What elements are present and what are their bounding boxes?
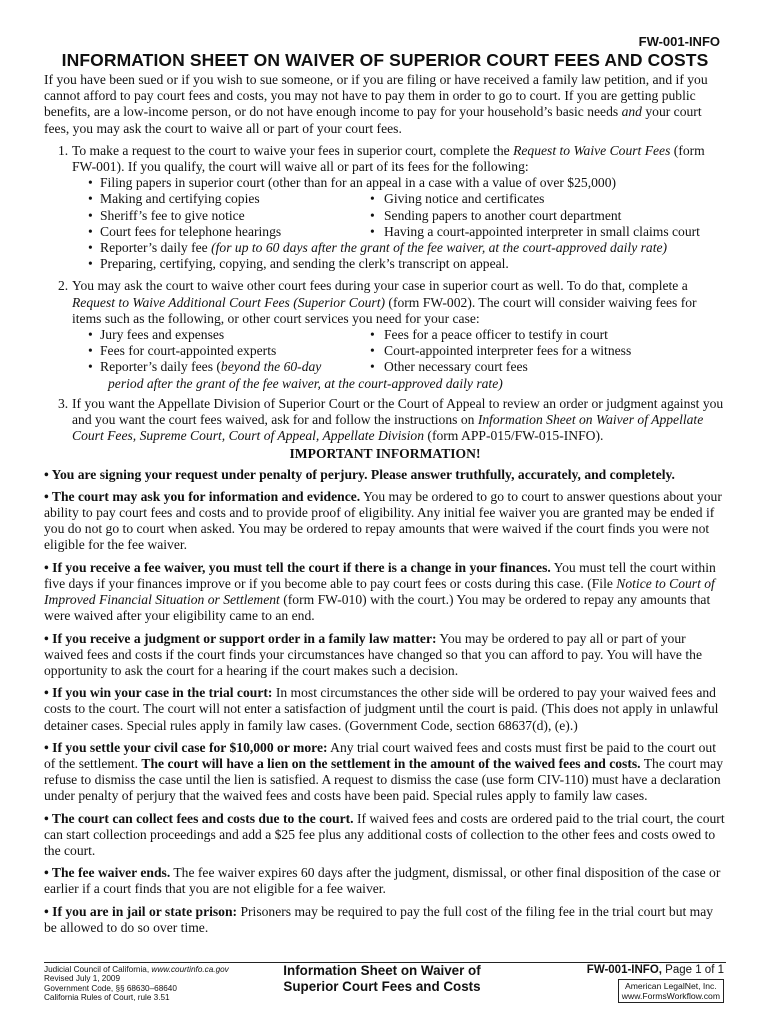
important-paragraph: • If you win your case in the trial court: In most circumstances the other side will be ordered to pay your waived fees and costs to the court. The court will not enter a satisfaction of judgment until the court is paid. (This does not apply in unlawful detainer cases. Special rules apply in family law cases. (Government Code, section 68637(d), (e).) bbox=[44, 685, 719, 733]
list-row bbox=[44, 224, 726, 240]
list-row bbox=[44, 359, 726, 375]
list-item: • Making and certifying copies bbox=[44, 191, 370, 207]
important-paragraph: • If you receive a judgment or support order in a family law matter: You may be ordered to pay all or part of your waived fees and costs if the court finds your circumstances have changed so that you can afford to pay. You will have the opportunity to ask the court for a hearing if the court makes such a decision. bbox=[44, 630, 702, 678]
list-item: • Court-appointed interpreter fees for a witness bbox=[370, 343, 631, 359]
list-item: • Court fees for telephone hearings bbox=[44, 224, 370, 240]
important-paragraph: • You are signing your request under penalty of perjury. Please answer truthfully, accurately, and completely. bbox=[44, 466, 675, 482]
item-1: 1. To make a request to the court to waive your fees in superior court, complete the Request to Waive Court Fees (form FW-001). If you qualify, the court will waive all or part of its fees for the following: bbox=[58, 142, 705, 175]
document-body bbox=[44, 72, 726, 936]
form-number: FW-001-INFO bbox=[638, 34, 720, 49]
list-item-continuation: period after the grant of the fee waiver, at the court-approved daily rate) bbox=[108, 375, 503, 391]
item-3: 3. If you want the Appellate Division of Superior Court or the Court of Appeal to review an order or judgment against you and you want the court fees waived, ask for and follow the instructions on Information Sheet on Waiver of Appellate Court Fees, Supreme Court, Court of Appeal, Appellate Division (form APP-015/FW-015-INFO). bbox=[58, 395, 724, 444]
list-row bbox=[44, 208, 726, 224]
item-number: 1. bbox=[58, 142, 69, 158]
page-title: INFORMATION SHEET ON WAIVER OF SUPERIOR COURT FEES AND COSTS bbox=[61, 50, 709, 70]
list-item: • Sheriff’s fee to give notice bbox=[44, 208, 370, 224]
important-paragraph: • The fee waiver ends. The fee waiver expires 60 days after the judgment, dismissal, or other final disposition of the case or earlier if a court finds that you are not eligible for a fee waiver. bbox=[44, 865, 721, 897]
list-item: • Jury fees and expenses bbox=[44, 327, 370, 343]
list-item: • Reporter’s daily fees (beyond the 60-day bbox=[44, 359, 370, 375]
list-item: • Fees for court-appointed experts bbox=[44, 343, 370, 359]
publisher-badge: American LegalNet, Inc. www.FormsWorkflow.com bbox=[618, 979, 724, 1003]
item-2: 2. You may ask the court to waive other court fees during your case in superior court as well. To do that, complete a Request to Waive Additional Court Fees (Superior Court) (form FW-002). The court will consider waiving fees for items such as the following, or other court services you need for your case: bbox=[58, 278, 697, 326]
list-item: • Filing papers in superior court (other than for an appeal in a case with a value of over $25,000) bbox=[44, 175, 726, 191]
important-paragraph: • If you settle your civil case for $10,000 or more: Any trial court waived fees and costs must first be paid to the court out of the settlement. The court will have a lien on the settlement in the amount of the waived fees and costs. The court may refuse to dismiss the case until the lien is satisfied. A request to dismiss the case (use form CIV-110) must have a declaration under penalty of perjury that the waived fees and costs have been paid. Special rules apply to family law cases. bbox=[44, 739, 723, 804]
important-paragraph: • The court may ask you for information and evidence. You may be ordered to go to court to answer questions about your ability to pay court fees and costs and to provide proof of eligibility. Any initial fee waiver you are granted may be ended if you do not go to court when asked. You may be ordered to repay amounts that were waived if the court finds you were not eligible for the fee waiver. bbox=[44, 488, 722, 553]
item-number: 2. bbox=[58, 278, 69, 294]
item-number: 3. bbox=[58, 395, 69, 411]
intro-paragraph: If you have been sued or if you wish to sue someone, or if you are filing or have received a family law petition, and if you cannot afford to pay court fees and costs, you may not have to pay them in order to go to court. If you are getting public benefits, are a low-income person, or do not have enough income to pay for your household’s basic needs and your court fees, you may ask the court to waive all or part of your court fees. bbox=[44, 72, 708, 136]
footer-title: Information Sheet on Waiver of Superior Court Fees and Costs bbox=[283, 963, 481, 994]
list-item: • Preparing, certifying, copying, and sending the clerk’s transcript on appeal. bbox=[44, 256, 726, 272]
footer-page-number: FW-001-INFO, Page 1 of 1 bbox=[586, 964, 724, 976]
list-row bbox=[44, 191, 726, 207]
list-item: • Sending papers to another court department bbox=[370, 208, 621, 224]
important-paragraph: • If you are in jail or state prison: Prisoners may be required to pay the full cost of the filing fee in the trial court but may be allowed to do so over time. bbox=[44, 903, 714, 935]
list-item: • Having a court-appointed interpreter in small claims court bbox=[370, 224, 700, 240]
list-item: • Other necessary court fees bbox=[370, 359, 528, 375]
list-item: • Fees for a peace officer to testify in court bbox=[370, 327, 608, 343]
important-paragraph: • If you receive a fee waiver, you must tell the court if there is a change in your finances. You must tell the court within five days if your finances improve or if you become able to pay court fees or costs during this case. (File Notice to Court of Improved Financial Situation or Settlement (form FW-010) with the court.) You may be ordered to repay any amounts that were waived after your eligibility came to an end. bbox=[44, 559, 716, 624]
list-item: • Giving notice and certificates bbox=[370, 191, 544, 207]
list-row bbox=[44, 327, 726, 343]
footer-citation: Judicial Council of California, www.courtinfo.ca.gov Revised July 1, 2009 Government Code, §§ 68630–68640 California Rules of Court, rule 3.51 bbox=[44, 965, 229, 1003]
list-item: • Reporter’s daily fee (for up to 60 days after the grant of the fee waiver, at the court-approved daily rate) bbox=[44, 240, 726, 256]
important-heading: IMPORTANT INFORMATION! bbox=[289, 446, 481, 462]
list-row bbox=[44, 343, 726, 359]
important-paragraph: • The court can collect fees and costs due to the court. If waived fees and costs are ordered paid to the trial court, the court can start collection proceedings and add a $25 fee plus any additional costs of collection to the other fees and costs owed to the court. bbox=[44, 810, 725, 858]
